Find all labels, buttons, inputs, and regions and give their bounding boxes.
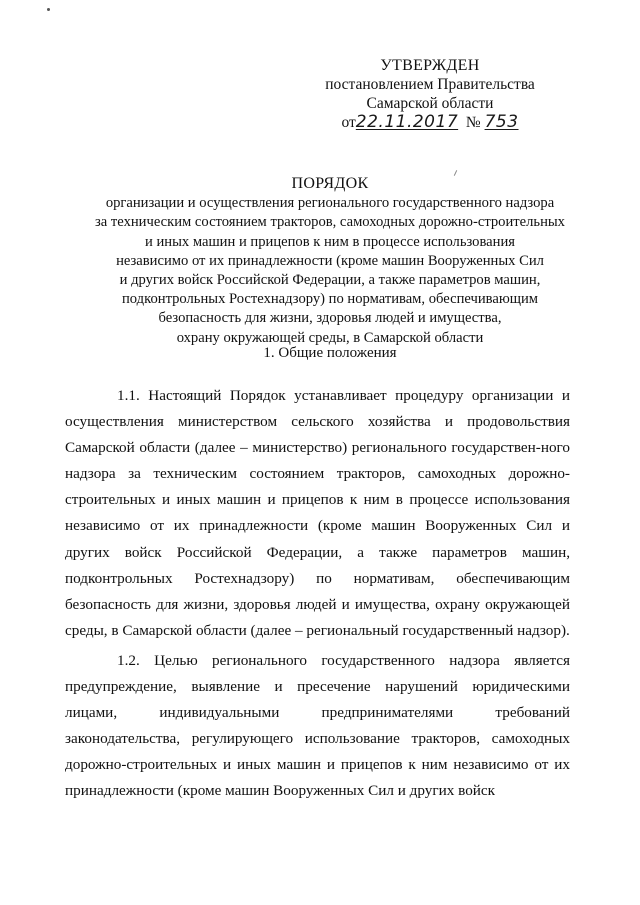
title-line: охрану окружающей среды, в Самарской области <box>176 329 484 346</box>
title-line: за техническим состоянием тракторов, самоходных дорожно-строительных <box>95 214 565 231</box>
approval-line: постановлением Правительства <box>325 76 535 93</box>
paragraph: 1.1. Настоящий Порядок устанавливает процедуру организации и осуществления министерством сельского хозяйства и продовольствия Самарской области (далее – министерство) регионального государствен-ного надзора за техническим состоянием тракторов, самоходных дорожно-строительных и иных машин и прицепов к ним в процессе использования независимо от их принадлежности (кроме машин Вооруженных Сил и других войск Российской Федерации, а также параметров машин, подконтрольных Ростехнадзору) по нормативам, обеспечивающим безопасность для жизни, здоровья людей и имущества, охрану окружающей среды, в Самарской области (далее – региональный государственный надзор). <box>65 387 570 639</box>
title-line: безопасность для жизни, здоровья людей и имущества, <box>158 310 502 327</box>
handwritten-date: 22.11.2017 <box>355 112 459 132</box>
approval-date-line <box>300 113 560 132</box>
approval-stamp-block <box>300 56 560 132</box>
title-line: подконтрольных Ростехнадзору) по нормативам, обеспечивающим <box>122 291 538 308</box>
date-prefix: от <box>341 114 356 131</box>
approved-label: УТВЕРЖДЕН <box>380 57 480 74</box>
document-title: ПОРЯДОК <box>291 175 369 192</box>
scan-artifact <box>47 8 50 11</box>
title-line: организации и осуществления регионального государственного надзора <box>105 195 555 212</box>
document-title-block <box>60 174 600 348</box>
section-heading: 1. Общие положения <box>263 345 397 361</box>
approval-line: Самарской области <box>366 95 494 112</box>
number-prefix: № <box>465 114 481 131</box>
title-line: независимо от их принадлежности (кроме машин Вооруженных Сил <box>116 252 544 269</box>
title-line: и иных машин и прицепов к ним в процессе использования <box>145 233 515 250</box>
document-body <box>65 383 570 809</box>
handwritten-number: 753 <box>484 112 519 132</box>
paragraph: 1.2. Целью регионального государственного надзора является предупреждение, выявление и пресечение нарушений юридическими лицами, индивидуальными предпринимателями требований законодательства, регулирующего использование тракторов, самоходных дорожно-строительных и иных машин и прицепов к ним независимо от их принадлежности (кроме машин Вооруженных Сил и других войск <box>65 651 570 800</box>
title-line: и других войск Российской Федерации, а также параметров машин, <box>119 272 541 289</box>
